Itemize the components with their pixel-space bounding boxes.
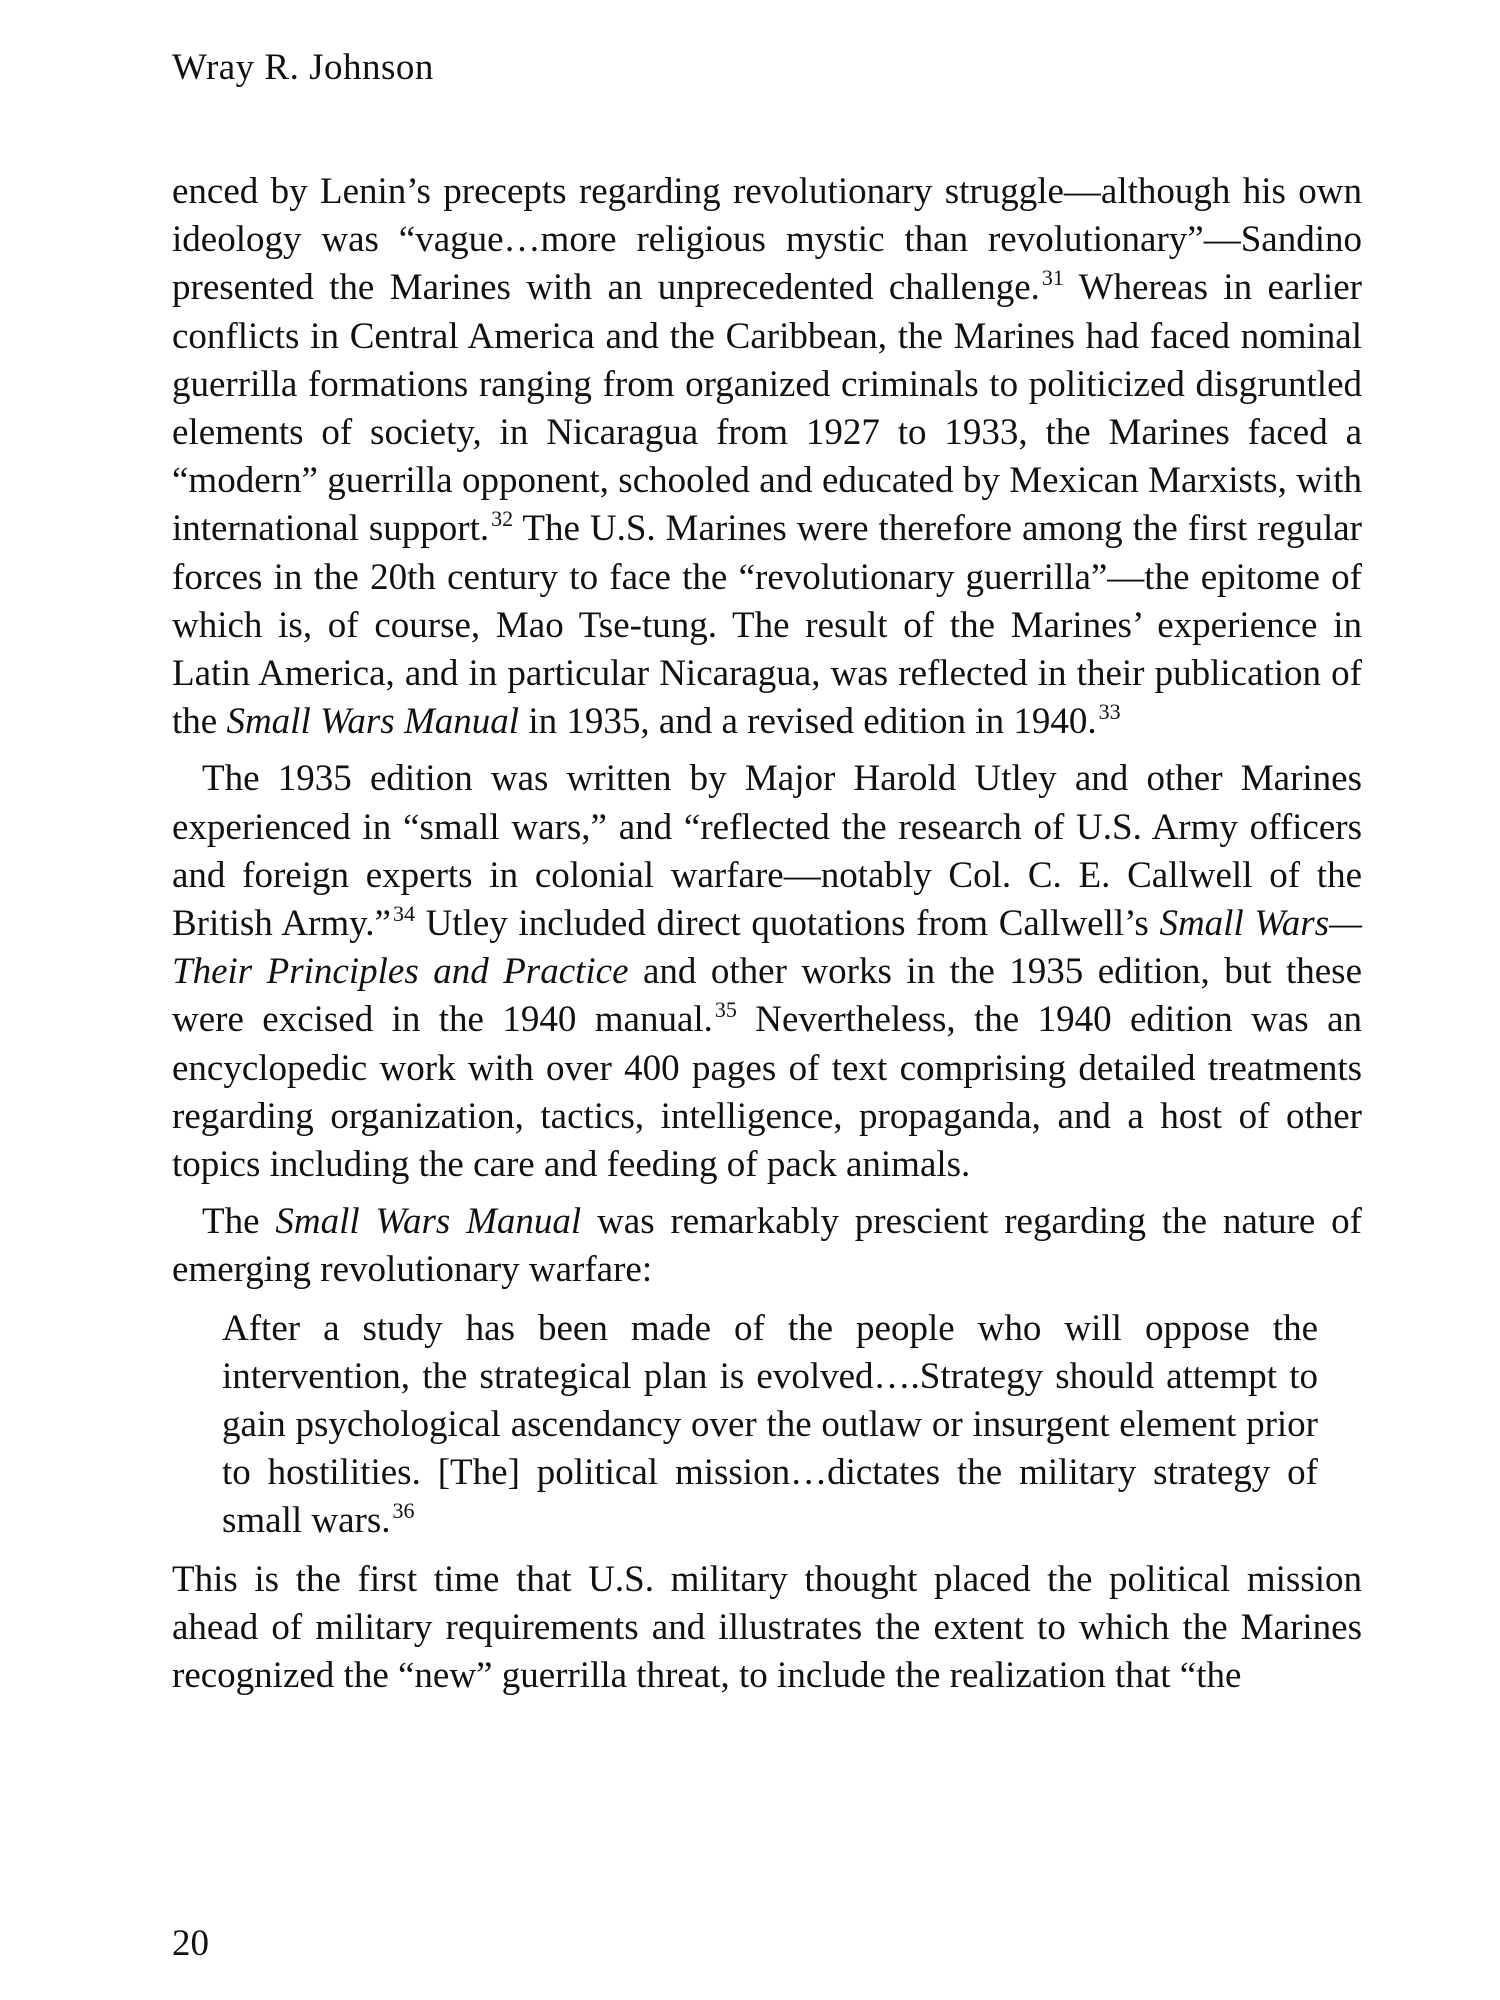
footnote-ref-34: 34 — [392, 901, 415, 927]
page-number: 20 — [172, 1923, 209, 1964]
paragraph-1-text-a: enced by Lenin’s precepts regarding revolutionary struggle—although his own ideology was “vague…more religious mystic than revolutionary”—Sandino presented the Marines with an unprecedented challenge. — [172, 171, 1362, 309]
paragraph-2 — [172, 755, 1362, 1189]
paragraph-1-text-b: Whereas in earlier conflicts in Central America and the Caribbean, the Marines had faced nominal guerrilla formations ranging from organized criminals to politicized disgruntled elements of society, in Nicaragua from 1927 to 1933, the Marines faced a “modern” guerrilla opponent, schooled and educated by Mexican Marxists, with international support. — [172, 267, 1362, 550]
paragraph-2-text-c: and other works in the 1935 edition, but these were excised in the 1940 manual. — [172, 951, 1363, 1041]
paragraph-3 — [172, 1198, 1362, 1294]
paragraph-4: This is the first time that U.S. military thought placed the political mission ahead of military requirements and illustrates the extent to which the Marines recognized the “new” guerrilla threat, to include the realization that “the — [172, 1558, 1362, 1697]
block-quote — [222, 1305, 1318, 1546]
footnote-ref-32: 32 — [491, 506, 514, 532]
paragraph-1 — [172, 168, 1362, 746]
running-head: Wray R. Johnson — [172, 47, 434, 88]
paragraph-3-text-a: The — [202, 1201, 276, 1243]
paragraph-2-text-b: Utley included direct quotations from Callwell’s — [414, 903, 1160, 945]
book-title-callwell: Small Wars—Their Principles and Practice — [172, 903, 1362, 993]
footnote-ref-35: 35 — [714, 997, 737, 1023]
footnote-ref-31: 31 — [1041, 265, 1064, 291]
block-quote-text: After a study has been made of the people who will oppose the intervention, the strategical plan is evolved….Strategy should attempt to gain psychological ascendancy over the outlaw or insurgent element prior to hostilities. [The] political mission…dictates the military strategy of small wars. — [222, 1307, 1318, 1542]
paragraph-1-text-d: in 1935, and a revised edition in 1940. — [519, 701, 1097, 743]
paragraph-2-text-d: Nevertheless, the 1940 edition was an encyclopedic work with over 400 pages of text comprising detailed treatments regarding organization, tactics, intelligence, propaganda, and a host of other topics including the care and feeding of pack animals. — [172, 999, 1362, 1186]
book-title-small-wars-manual-2: Small Wars Manual — [275, 1201, 582, 1243]
body-text — [172, 168, 1362, 1700]
paragraph-3-text-b: was remarkably prescient regarding the nature of emerging revolutionary warfare: — [172, 1201, 1363, 1291]
footnote-ref-36: 36 — [392, 1498, 415, 1524]
footnote-ref-33: 33 — [1098, 699, 1121, 725]
paragraph-2-text-a: The 1935 edition was written by Major Harold Utley and other Marines experienced in “small wars,” and “reflected the research of U.S. Army officers and foreign experts in colonial warfare—notably Col. C. E. Callwell of the British Army.” — [172, 758, 1362, 945]
paragraph-1-text-c: The U.S. Marines were therefore among the first regular forces in the 20th century to face the “revolutionary guerrilla”—the epitome of which is, of course, Mao Tse-tung. The result of the Marines’ experience in Latin America, and in particular Nicaragua, was reflected in their publication of the — [172, 508, 1362, 743]
book-title-small-wars-manual: Small Wars Manual — [226, 701, 520, 743]
